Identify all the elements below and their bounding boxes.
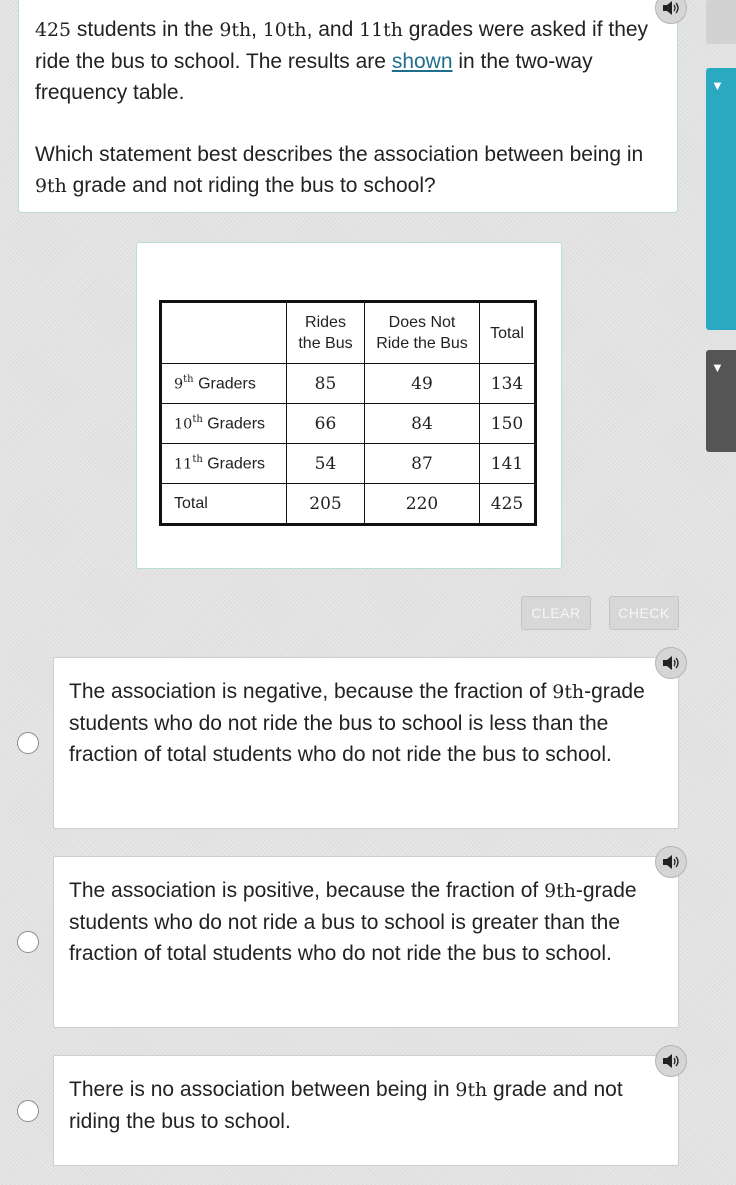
table-row	[161, 404, 536, 444]
table-cell: 425	[480, 484, 536, 525]
table-cell: 85	[287, 364, 365, 404]
table-header-rides-bus: Rides the Bus	[287, 302, 365, 364]
table-cell: 49	[365, 364, 480, 404]
answer-option-3[interactable]	[53, 1055, 679, 1166]
answer-option-text: There is no association between being in 9th grade and not riding the bus to school.	[69, 1078, 623, 1133]
speaker-icon	[662, 655, 680, 671]
frequency-table-card	[136, 242, 562, 569]
answer-option-text: The association is positive, because the fraction of 9th-grade students who do not ride a bus to school is greater than the fraction of total students who do not ride the bus to school.	[69, 879, 637, 965]
side-panel-tab-dark[interactable]	[706, 350, 736, 452]
table-cell: 84	[365, 404, 480, 444]
table-row	[161, 364, 536, 404]
table-header-not-ride-bus: Does Not Ride the Bus	[365, 302, 480, 364]
side-panel-tab-gray[interactable]	[706, 0, 736, 44]
table-header-empty	[161, 302, 287, 364]
table-cell: 205	[287, 484, 365, 525]
table-cell: 54	[287, 444, 365, 484]
answer-option-3-radio[interactable]	[17, 1100, 39, 1122]
answer-option-1-radio[interactable]	[17, 732, 39, 754]
side-panel-tab-teal[interactable]	[706, 68, 736, 330]
row-label: 9th Graders	[161, 364, 287, 404]
row-label: 10th Graders	[161, 404, 287, 444]
speaker-icon	[662, 854, 680, 870]
two-way-frequency-table	[159, 300, 537, 526]
question-paragraph-2: Which statement best describes the association between being in 9th grade and not riding the bus to school?	[35, 143, 644, 197]
caret-down-icon: ▼	[711, 78, 724, 93]
table-cell: 141	[480, 444, 536, 484]
table-cell: 87	[365, 444, 480, 484]
table-header-row	[161, 302, 536, 364]
speaker-icon	[662, 1053, 680, 1069]
answer-option-3-speaker-button[interactable]	[655, 1045, 687, 1077]
answer-option-text: The association is negative, because the fraction of 9th-grade students who do not ride the bus to school is less than the fraction of total students who do not ride the bus to school.	[69, 680, 645, 766]
question-card	[18, 0, 678, 213]
row-label: 11th Graders	[161, 444, 287, 484]
table-header-total: Total	[480, 302, 536, 364]
table-row	[161, 444, 536, 484]
answer-option-2[interactable]	[53, 856, 679, 1028]
answer-option-2-radio[interactable]	[17, 931, 39, 953]
question-text	[35, 14, 655, 202]
table-cell: 150	[480, 404, 536, 444]
speaker-icon	[662, 0, 680, 16]
clear-button[interactable]: CLEAR	[521, 596, 591, 630]
answer-option-1-speaker-button[interactable]	[655, 647, 687, 679]
row-label: Total	[161, 484, 287, 525]
answer-option-2-speaker-button[interactable]	[655, 846, 687, 878]
question-paragraph-1: 425 students in the 9th, 10th, and 11th grades were asked if they ride the bus to school. The results are shown in the two-way frequency table.	[35, 18, 649, 104]
answer-option-1[interactable]	[53, 657, 679, 829]
table-cell: 134	[480, 364, 536, 404]
table-cell: 66	[287, 404, 365, 444]
check-button[interactable]: CHECK	[609, 596, 679, 630]
shown-link[interactable]: shown	[391, 50, 453, 73]
table-row-total	[161, 484, 536, 525]
table-cell: 220	[365, 484, 480, 525]
caret-down-icon: ▼	[711, 360, 724, 375]
